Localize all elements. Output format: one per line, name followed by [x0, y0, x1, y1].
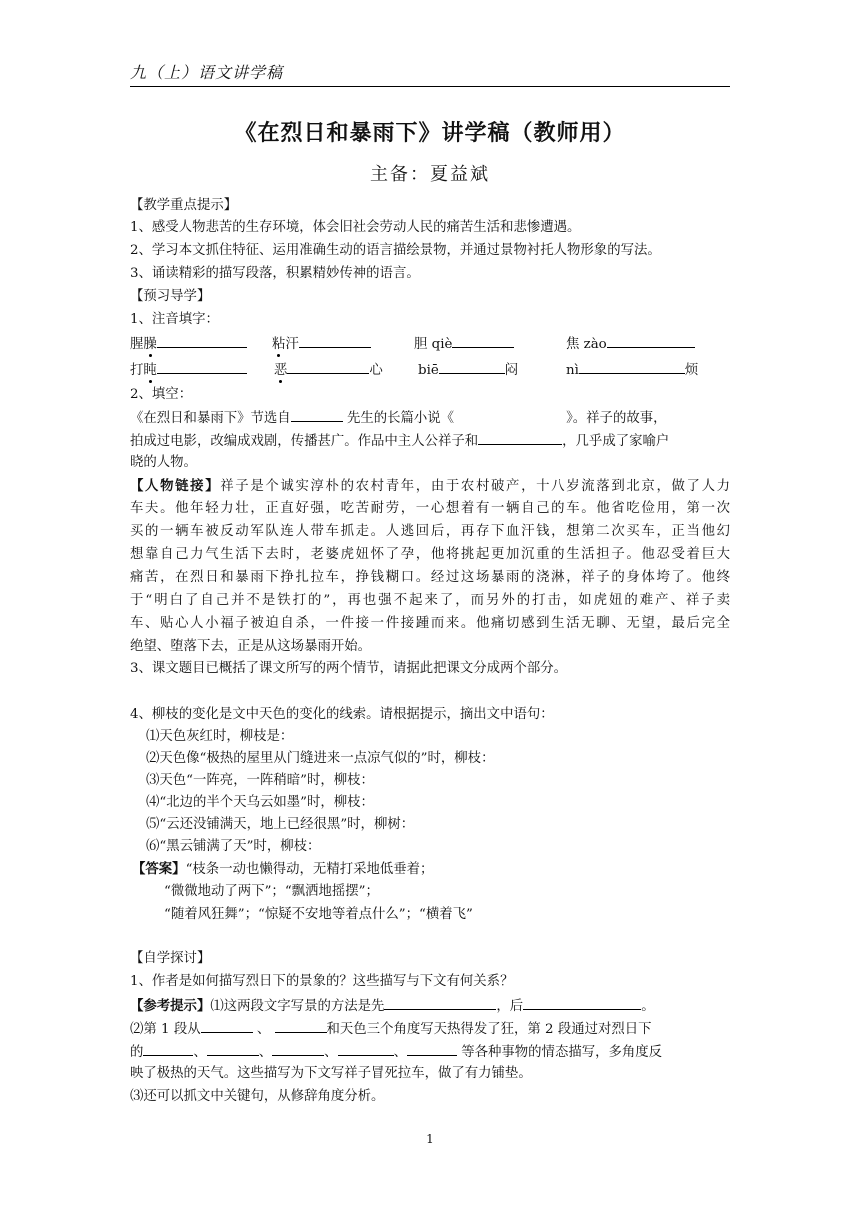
character-link-line: 【人物链接】祥子是个诚实淳朴的农村青年，由于农村破产，十八岁流落到北京，做了人力 — [130, 478, 730, 494]
question-4-item: ⑶天色“一阵亮，一阵稍暗”时，柳枝： — [146, 773, 374, 788]
focus-item: 2、学习本文抓住特征、运用准确生动的语言描绘景物，并通过景物衬托人物形象的写法。 — [130, 243, 661, 258]
blank[interactable] — [439, 359, 505, 374]
blank[interactable] — [157, 359, 247, 374]
reference-line: ⑵第 1 段从 、 和天色三个角度写天热得发了狂，第 2 段通过对烈日下 — [130, 1018, 730, 1040]
blank[interactable] — [338, 1041, 394, 1056]
blank[interactable] — [384, 995, 496, 1010]
pinyin-item: 胆 qiè — [414, 333, 514, 355]
pinyin-item: 焦 zào — [566, 333, 695, 355]
character-link-line: 于“明白了自己并不是铁打的”，再也强不起来了，而另外的打击，如虎妞的难产、祥子卖 — [130, 593, 730, 608]
blank-author[interactable] — [291, 407, 343, 422]
question-1: 1、注音填字： — [130, 312, 219, 327]
explore-question-1: 1、作者是如何描写烈日下的景象的？这些描写与下文有何关系？ — [130, 974, 514, 989]
answer-line: “微微地动了两下”；“飘洒地摇摆”； — [164, 884, 379, 899]
blank[interactable] — [523, 995, 641, 1010]
blank[interactable] — [287, 359, 369, 374]
pinyin-item: 腥臊 — [130, 333, 247, 355]
character-link-line: 车夫。他年轻力壮，正直好强，吃苦耐劳，一心想着有一辆自己的车。他省吃俭用，第一次 — [130, 501, 730, 516]
question-4-item: ⑸“云还没铺满天，地上已经很黑”时，柳树： — [146, 817, 415, 832]
character-link-line: 绝望、堕落下去，正是从这场暴雨开始。 — [130, 639, 372, 654]
pinyin-item: 粘汗 — [272, 333, 371, 355]
blank[interactable] — [579, 359, 685, 374]
document-title: 《在烈日和暴雨下》讲学稿（教师用） — [234, 120, 626, 146]
blank[interactable] — [201, 1018, 253, 1033]
pinyin-item: 恶 心 — [274, 359, 383, 381]
fill-line: 晓的人物。 — [130, 455, 197, 470]
question-4-item: ⑵天色像“极热的屋里从门缝进来一点凉气似的”时，柳枝： — [146, 751, 495, 766]
blank[interactable] — [607, 333, 695, 348]
question-4-item: ⑴天色灰红时，柳枝是： — [146, 729, 294, 744]
reference-line: 【参考提示】⑴这两段文字写景的方法是先 ，后 。 — [130, 995, 730, 1017]
author-line: 主备：夏益斌 — [370, 164, 490, 185]
blank[interactable] — [299, 333, 371, 348]
section-heading-explore: 【自学探讨】 — [130, 951, 211, 966]
blank-character[interactable] — [478, 430, 562, 445]
reference-line: ⑶还可以抓文中关键句，从修辞角度分析。 — [130, 1089, 385, 1104]
question-4: 4、柳枝的变化是文中天色的变化的线索。请根据提示，摘出文中语句： — [130, 707, 554, 722]
answer-line: “随着风狂舞”；“惊疑不安地等着点什么”；“横着飞” — [164, 907, 473, 922]
answer-line: 【答案】“枝条一动也懒得动，无精打采地低垂着； — [132, 861, 434, 877]
reference-line: 的 、 、 、 、 等各种事物的情态描写，多角度反 — [130, 1041, 730, 1063]
running-header: 九（上）语文讲学稿 — [130, 63, 284, 82]
pinyin-item: nì 烦 — [566, 359, 698, 381]
question-2: 2、填空： — [130, 387, 193, 402]
blank[interactable] — [143, 1041, 193, 1056]
header-rule — [130, 86, 730, 87]
fill-line: 《在烈日和暴雨下》节选自 先生的长篇小说《 》。祥子的故事， — [130, 407, 730, 429]
fill-line: 拍成过电影，改编成戏剧，传播甚广。作品中主人公祥子和 ，几乎成了家喻户 — [130, 430, 730, 452]
character-link-line: 想靠自己力气生活下去时，老婆虎妞怀了孕，他将挑起更加沉重的生活担子。他忍受着巨大 — [130, 547, 730, 562]
focus-item: 3、诵读精彩的描写段落，积累精妙传神的语言。 — [130, 266, 420, 281]
focus-item: 1、感受人物悲苦的生存环境，体会旧社会劳动人民的痛苦生活和悲惨遭遇。 — [130, 220, 581, 235]
character-link-line: 买的一辆车被反动军队连人带车抓走。人逃回后，再存下血汗钱，想第二次买车，正当他幻 — [130, 524, 730, 539]
blank[interactable] — [407, 1041, 457, 1056]
reference-line: 映了极热的天气。这些描写为下文写祥子冒死拉车，做了有力铺垫。 — [130, 1066, 532, 1081]
question-3: 3、课文题目已概括了课文所写的两个情节，请据此把课文分成两个部分。 — [130, 661, 568, 676]
character-link-line: 车、贴心人小福子被迫自杀，一件接一件接踵而来。他痛切感到生活无聊、无望，最后完全 — [130, 616, 730, 631]
question-4-item: ⑹“黑云铺满了天”时，柳枝： — [146, 839, 321, 854]
pinyin-item: 打盹 — [130, 359, 247, 381]
blank[interactable] — [207, 1041, 259, 1056]
question-4-item: ⑷“北边的半个天乌云如墨”时，柳枝： — [146, 795, 374, 810]
character-link-line: 痛苦，在烈日和暴雨下挣扎拉车，挣钱糊口。经过这场暴雨的浇淋，祥子的身体垮了。他终 — [130, 570, 730, 585]
page-number: 1 — [426, 1132, 434, 1146]
blank[interactable] — [275, 1018, 327, 1033]
section-heading-preview: 【预习导学】 — [130, 289, 211, 304]
blank[interactable] — [452, 333, 514, 348]
pinyin-item: biē 闷 — [418, 359, 518, 381]
blank[interactable] — [157, 333, 247, 348]
section-heading-focus: 【教学重点提示】 — [130, 198, 238, 213]
blank[interactable] — [272, 1041, 324, 1056]
